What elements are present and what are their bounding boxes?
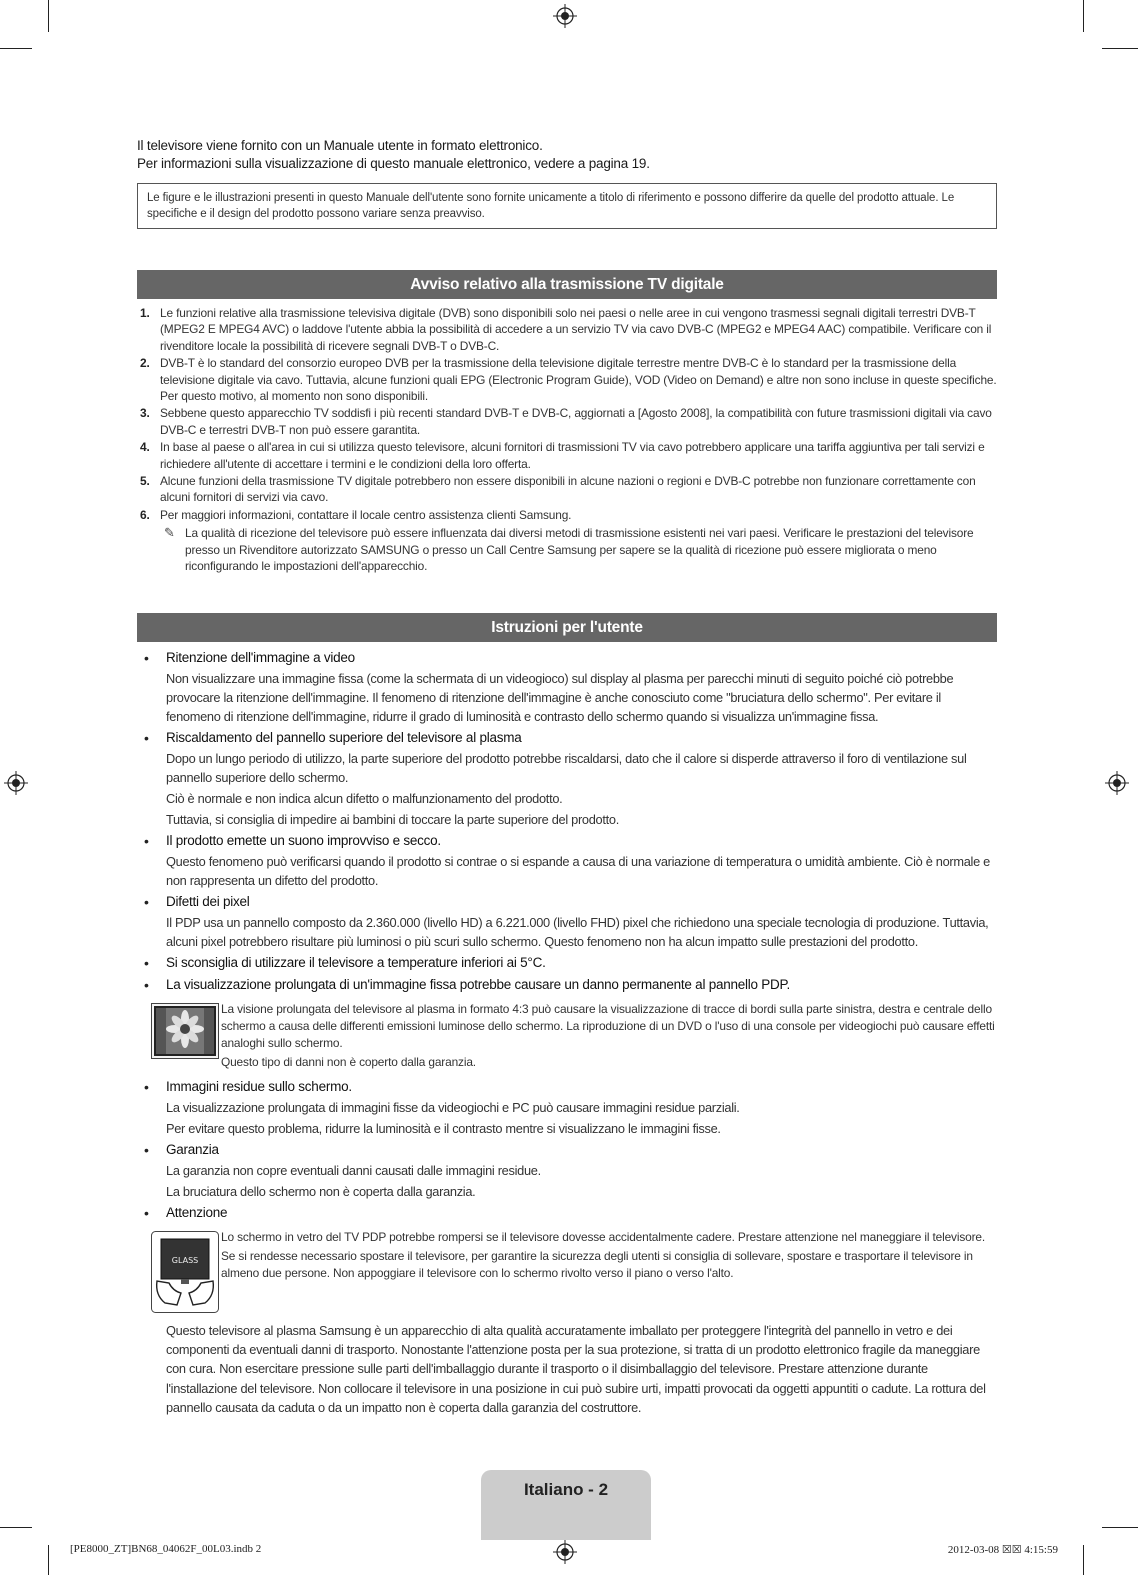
crop-mark [48, 1545, 49, 1575]
figure-text: Questo tipo di danni non è coperto dalla garanzia. [221, 1054, 476, 1069]
registration-mark-icon [1105, 771, 1129, 795]
bullet-icon: • [144, 954, 149, 971]
list-item [137, 305, 997, 354]
page-content [137, 137, 997, 1418]
item-number: 3. [140, 406, 150, 421]
bullet-icon: • [144, 729, 149, 746]
figure-text: Se si rendesse necessario spostare il televisore, per garantire la sicurezza degli utenti si consiglia di sollevare, spostare e trasportare il televisore in almeno due persone. Non appoggiare il televisore con lo schermo rivolto verso il piano o verso l'alto. [221, 1248, 973, 1280]
tv-burn-in-illustration [151, 1003, 219, 1059]
registration-mark-icon [4, 771, 28, 795]
bullet-heading: Immagini residue sullo schermo. [166, 1078, 352, 1094]
list-item [137, 405, 997, 438]
crop-mark [1102, 48, 1138, 49]
figure-row-glass [144, 1229, 997, 1311]
item-number: 2. [140, 356, 150, 371]
list-item [137, 355, 997, 404]
item-text: In base al paese o all'area in cui si utilizza questo televisore, alcuni fornitori di trasmissioni TV via cavo potrebbero applicare una tariffa aggiuntiva per tali servizi e richiedere all'utente di accettare i termini e le condizioni della loro offerta. [160, 440, 985, 471]
instructions-list [137, 648, 997, 1311]
dvb-list [137, 305, 997, 523]
figure-row-tv [144, 1001, 997, 1071]
list-item [137, 1203, 997, 1311]
figure-text: Lo schermo in vetro del TV PDP potrebbe rompersi se il televisore dovesse accidentalmente cadere. Prestare attenzione nel maneggiare il televisore. [221, 1229, 986, 1244]
bullet-icon: • [144, 893, 149, 910]
intro-line: Per informazioni sulla visualizzazione di questo manuale elettronico, vedere a pagina 19. [137, 156, 650, 171]
list-item [137, 439, 997, 472]
item-text: Alcune funzioni della trasmissione TV digitale potrebbero non essere disponibili in alcune nazioni o regioni e DVB-C potrebbe non funzionare correttamente con alcuni fornitori di servizi via cavo. [160, 474, 976, 505]
intro-line: Il televisore viene fornito con un Manuale utente in formato elettronico. [137, 138, 543, 153]
list-item [137, 473, 997, 506]
list-item [137, 1140, 997, 1201]
crop-mark [1083, 0, 1084, 32]
figure-text: La visione prolungata del televisore al plasma in formato 4:3 può causare la visualizzazione di tracce di bordi sulla parte sinistra, destra e centrale dello schermo a causa delle differenti emissioni luminose dello schermo. La riproduzione di un DVD o l'uso di una console per videogiochi può causare effetti analoghi sullo schermo. [221, 1001, 995, 1050]
footer-file-info: [PE8000_ZT]BN68_04062F_00L03.indb 2 [70, 1543, 262, 1555]
item-text: Sebbene questo apparecchio TV soddisfi i più recenti standard DVB-T e DVB-C, aggiornati a [Agosto 2008], la compatibilità con future trasmissioni digitali via cavo DVB-C e terrestri DVB-T non può essere garantita. [160, 406, 992, 437]
bullet-icon: • [144, 976, 149, 993]
bullet-text: La garanzia non copre eventuali danni causati dalle immagini residue. [166, 1162, 541, 1178]
glass-label: GLASS [171, 1255, 199, 1265]
bullet-heading: Ritenzione dell'immagine a video [166, 649, 355, 665]
section-title-instructions: Istruzioni per l'utente [137, 613, 997, 642]
page-label: Italiano - 2 [523, 1480, 609, 1499]
item-text: Per maggiori informazioni, contattare il locale centro assistenza clienti Samsung. [160, 507, 572, 522]
footer-timestamp: 2012-03-08 ☒☒ 4:15:59 [947, 1544, 1058, 1556]
bullet-icon: • [144, 832, 149, 849]
bullet-text: Non visualizzare una immagine fissa (come la schermata di un videogioco) sul display al plasma per parecchi minuti di seguito poiché ciò potrebbe provocare la ritenzione dell'immagine. Il fenomeno di ritenzione dell'immagine è anche conosciuto come "bruciatura dello schermo". Per evitare il fenomeno di ritenzione dell'immagine, ridurre il grado di luminosità e contrasto dello schermo quando si visualizza un'immagine fissa. [166, 670, 954, 724]
bullet-text: Per evitare questo problema, ridurre la luminosità e il contrasto mentre si visualizzano le immagini fisse. [166, 1120, 721, 1136]
item-number: 5. [140, 474, 150, 489]
note [137, 525, 997, 574]
page-number-tab [481, 1470, 651, 1540]
item-text: Le funzioni relative alla trasmissione televisiva digitale (DVB) sono disponibili solo nei paesi o nelle aree in cui vengono trasmessi segnali digitali terrestri DVB-T (MPEG2 E MPEG4 AVC) o laddove l'utente abbia la possibilità di accedere a un servizio TV via cavo DVB-C (MPEG2 e MPEG4 AAC) compatibile. Verificare con il rivenditore locale la possibilità di ricevere segnali DVB-T o DVB-C. [160, 306, 992, 353]
item-number: 6. [140, 507, 150, 522]
crop-mark [1083, 1545, 1084, 1575]
item-text: DVB-T è lo standard del consorzio europeo DVB per la trasmissione della televisione digitale terrestre mentre DVB-C è lo standard per la trasmissione della televisione digitale via cavo. Tuttavia, alcune funzioni quali EPG (Electronic Program Guide), VOD (Video on Demand) e altre non sono incluse in queste specifiche. Per questo motivo, al momento non sono disponibili. [160, 356, 997, 404]
list-item [137, 892, 997, 951]
list-item [137, 507, 997, 523]
crop-mark [48, 0, 49, 32]
bullet-icon: • [144, 1204, 149, 1221]
bullet-text: Tuttavia, si consiglia di impedire ai bambini di toccare la parte superiore del prodotto. [166, 811, 619, 827]
crop-mark [0, 48, 32, 49]
bullet-icon: • [144, 649, 149, 666]
bullet-heading: Il prodotto emette un suono improvviso e secco. [166, 832, 441, 848]
bullet-text: Il PDP usa un pannello composto da 2.360.000 (livello HD) a 6.221.000 (livello FHD) pixel che richiedono una speciale tecnologia di produzione. Tuttavia, alcuni pixel potrebbero risultare più luminosi o più scuri sullo schermo. Questo fenomeno non ha alcun impatto sulle prestazioni del prodotto. [166, 914, 989, 949]
bullet-text: Dopo un lungo periodo di utilizzo, la parte superiore del prodotto potrebbe riscaldarsi, dato che il calore si disperde attraverso il foro di ventilazione sul pannello superiore dello schermo. [166, 750, 967, 785]
crop-mark [1102, 1527, 1138, 1528]
section-title-dvb: Avviso relativo alla trasmissione TV digitale [137, 270, 997, 299]
intro-text [137, 137, 997, 173]
bullet-heading: Garanzia [166, 1141, 219, 1157]
list-item [137, 831, 997, 890]
bullet-heading: La visualizzazione prolungata di un'immagine fissa potrebbe causare un danno permanente al pannello PDP. [166, 976, 791, 992]
bullet-text: La bruciatura dello schermo non è coperta dalla garanzia. [166, 1183, 476, 1199]
bullet-heading: Riscaldamento del pannello superiore del televisore al plasma [166, 729, 522, 745]
list-item [137, 975, 997, 1071]
registration-mark-icon [553, 4, 577, 28]
list-item [137, 648, 997, 726]
registration-mark-icon [553, 1540, 577, 1564]
bullet-text: Ciò è normale e non indica alcun difetto o malfunzionamento del prodotto. [166, 790, 563, 806]
bullet-icon: • [144, 1078, 149, 1095]
list-item [137, 1077, 997, 1138]
crop-mark [0, 1527, 32, 1528]
bullet-text: La visualizzazione prolungata di immagini fisse da videogiochi e PC può causare immagini residue parziali. [166, 1099, 740, 1115]
bullet-heading: Si sconsiglia di utilizzare il televisore a temperature inferiori ai 5°C. [166, 954, 546, 970]
bullet-heading: Attenzione [166, 1204, 228, 1220]
item-number: 1. [140, 306, 150, 320]
bullet-icon: • [144, 1141, 149, 1158]
list-item [137, 953, 997, 973]
note-text: La qualità di ricezione del televisore può essere influenzata dai diversi metodi di trasmissione esistenti nei vari paesi. Verificare le prestazioni del televisore presso un Rivenditore autorizzato SAMSUNG o presso un Call Centre Samsung per sapere se la qualità di ricezione può essere migliorata o meno riconfigurando le impostazioni dell'apparecchio. [185, 526, 974, 574]
bullet-heading: Difetti dei pixel [166, 893, 250, 909]
closing-paragraph: Questo televisore al plasma Samsung è un apparecchio di alta qualità accuratamente imballato per proteggere l'integrità del pannello in vetro e dei componenti da eventuali danni di trasporto. Nonostante l'attenzione posta per la sua protezione, si tratta di un prodotto elettronico fragile da maneggiare con cura. Non esercitare pressione sulle parti dell'imballaggio durante il trasporto o il disimballaggio del televisore. Prestare attenzione durante l'installazione del televisore. Non collocare il televisore in una posizione in cui può subire urti, impatti provocati da oggetti appuntiti o cadute. La rottura del pannello causata da caduta o da un impatto non è coperta dalla garanzia del costruttore. [166, 1322, 986, 1416]
item-number: 4. [140, 440, 150, 455]
pencil-note-icon: ✎ [164, 525, 175, 541]
notice-box: Le figure e le illustrazioni presenti in questo Manuale dell'utente sono fornite unicamente a titolo di riferimento e possono differire da quelle del prodotto attuale. Le specifiche e il design del prodotto possono variare senza preavviso. [137, 183, 997, 229]
bullet-text: Questo fenomeno può verificarsi quando il prodotto si contrae o si espande a causa di una variazione di temperatura o umidità ambiente. Ciò è normale e non rappresenta un difetto del prodotto. [166, 853, 990, 888]
glass-handling-illustration [151, 1231, 219, 1313]
list-item [137, 728, 997, 829]
